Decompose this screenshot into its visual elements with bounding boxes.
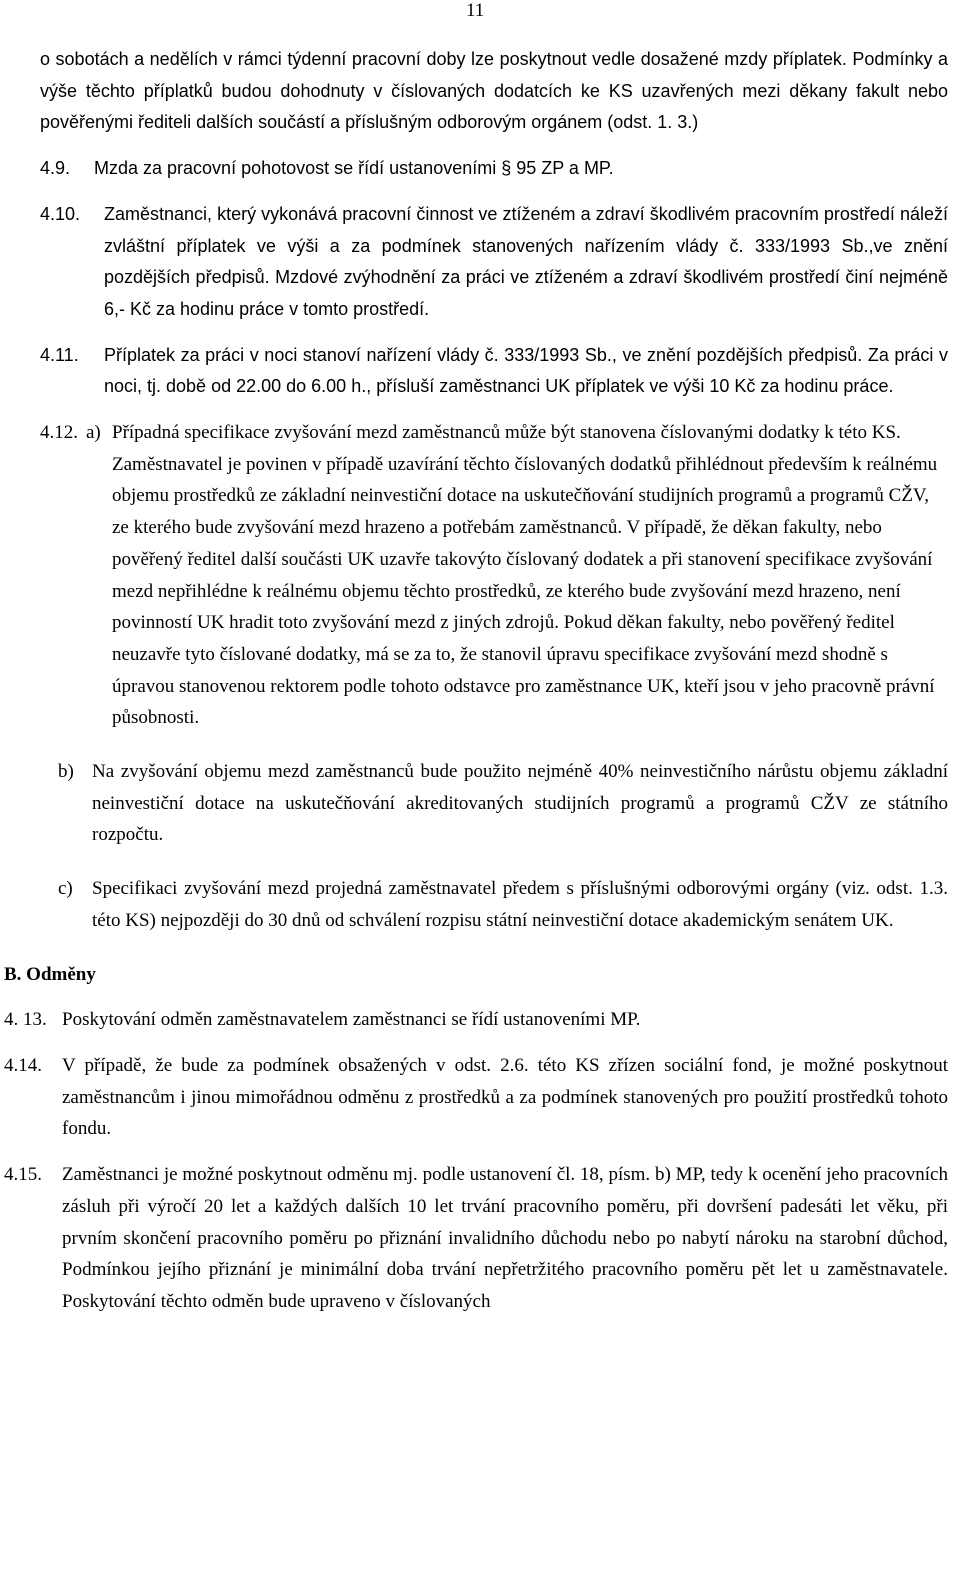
subitem-label: a) [86, 422, 101, 444]
item-number: 4.14. [4, 1054, 42, 1076]
item-text: Zaměstnanci, který vykonává pracovní činnost ve ztíženém a zdraví škodlivém pracovním prostředí náleží zvláštní příplatek ve výši a za podmínek stanovených nařízením vlády č. 333/1993 Sb.,ve znění pozdějších předpisů. Mzdové zvýhodnění za práci ve ztíženém a zdraví škodlivém prostředí činí nejméně 6,- Kč za hodinu práce v tomto prostředí. [104, 203, 948, 319]
item-4-13 [4, 1004, 948, 1036]
item-4-10 [40, 199, 948, 326]
subitem-label: c) [58, 878, 73, 900]
item-text: V případě, že bude za podmínek obsažených v odst. 2.6. této KS zřízen sociální fond, je možné poskytnout zaměstnancům i jinou mimořádnou odměnu z prostředků a za podmínek stanovených pro použití prostředků tohoto fondu. [62, 1054, 948, 1140]
item-number: 4.12. [40, 422, 78, 444]
item-text: Příplatek za práci v noci stanoví nařízení vlády č. 333/1993 Sb., ve znění pozdějších předpisů. Za práci v noci, tj. době od 22.00 do 6.00 h., přísluší zaměstnanci UK příplatek ve výši 10 Kč za hodinu práce. [104, 344, 948, 397]
intro-paragraph: o sobotách a nedělích v rámci týdenní pracovní doby lze poskytnout vedle dosažené mzdy příplatek. Podmínky a výše těchto příplatků budou dohodnuty v číslovaných dodatcích ke KS uzavřených mezi děkany fakult nebo pověřenými řediteli dalších součástí a příslušným odborovým orgánem (odst. 1. 3.) [40, 49, 948, 133]
item-4-11 [40, 340, 948, 403]
item-number: 4.9. [40, 158, 71, 179]
page-number: 11 [466, 0, 485, 21]
subitem-text: Specifikaci zvyšování mezd projedná zaměstnavatel předem s příslušnými odborovými orgány (viz. odst. 1.3. této KS) nejpozději do 30 dnů od schválení rozpisu státní neinvestiční dotace akademickým senátem UK. [92, 878, 948, 931]
subitem-text: Případná specifikace zvyšování mezd zaměstnanců může být stanovena číslovanými dodatky k této KS. Zaměstnavatel je povinen v případě uzavírání těchto číslovaných dodatků přihlédnout především k reálnému objemu prostředků ze základní neinvestiční dotace na uskutečňování studijních programů a programů CŽV, ze kterého bude zvyšování mezd hrazeno a potřebám zaměstnanců. V případě, že děkan fakulty, nebo pověřený ředitel další součásti UK uzavře takovýto číslovaný dodatek a při stanovení specifikace zvyšování mezd nepřihlédne k reálnému objemu těchto prostředků, ze kterého bude zvyšování mezd hrazeno, není povinností UK hradit toto zvyšování mezd z jiných zdrojů. Pokud děkan fakulty, nebo pověřený ředitel neuzavře tyto číslované dodatky, má se za to, že stanovil úpravu specifikace zvyšování mezd shodně s úpravou stanovenou rektorem podle tohoto odstavce pro zaměstnance UK, kteří jsou v jeho pracovně právní působnosti. [112, 422, 938, 729]
item-number: 4.11. [40, 344, 79, 365]
subitem-c [58, 873, 948, 936]
item-4-9 [40, 153, 948, 185]
subitem-label: b) [58, 761, 74, 783]
document-body [4, 44, 948, 1318]
item-text: Poskytování odměn zaměstnavatelem zaměstnanci se řídí ustanoveními MP. [62, 1009, 641, 1031]
item-4-12 [40, 417, 948, 937]
item-number: 4.10. [40, 203, 81, 224]
item-4-15 [4, 1159, 948, 1318]
item-4-14 [4, 1050, 948, 1145]
item-text: Zaměstnanci je možné poskytnout odměnu mj. podle ustanovení čl. 18, písm. b) MP, tedy k ocenění jeho pracovních zásluh při výročí 20 let a každých dalších 10 let trvání pracovního poměru, při dovršení padesáti let věku, při prvním skončení pracovního poměru po přiznání invalidního důchodu nebo po nabytí nároku na starobní důchod, Podmínkou jejího přiznání je minimální doba trvání nepřetržitého pracovního poměru pět let u zaměstnavatele. Poskytování těchto odměn bude upraveno v číslovaných [62, 1164, 948, 1312]
subitem-a [86, 417, 948, 734]
item-number: 4.15. [4, 1164, 42, 1186]
subitem-b [58, 756, 948, 851]
item-text: Mzda za pracovní pohotovost se řídí ustanoveními § 95 ZP a MP. [94, 158, 614, 179]
section-heading: B. Odměny [4, 963, 96, 985]
item-number: 4. 13. [4, 1009, 47, 1031]
subitem-text: Na zvyšování objemu mezd zaměstnanců bude použito nejméně 40% neinvestičního nárůstu objemu základní neinvestiční dotace na uskutečňování akreditovaných studijních programů a programů CŽV ze státního rozpočtu. [92, 761, 948, 846]
